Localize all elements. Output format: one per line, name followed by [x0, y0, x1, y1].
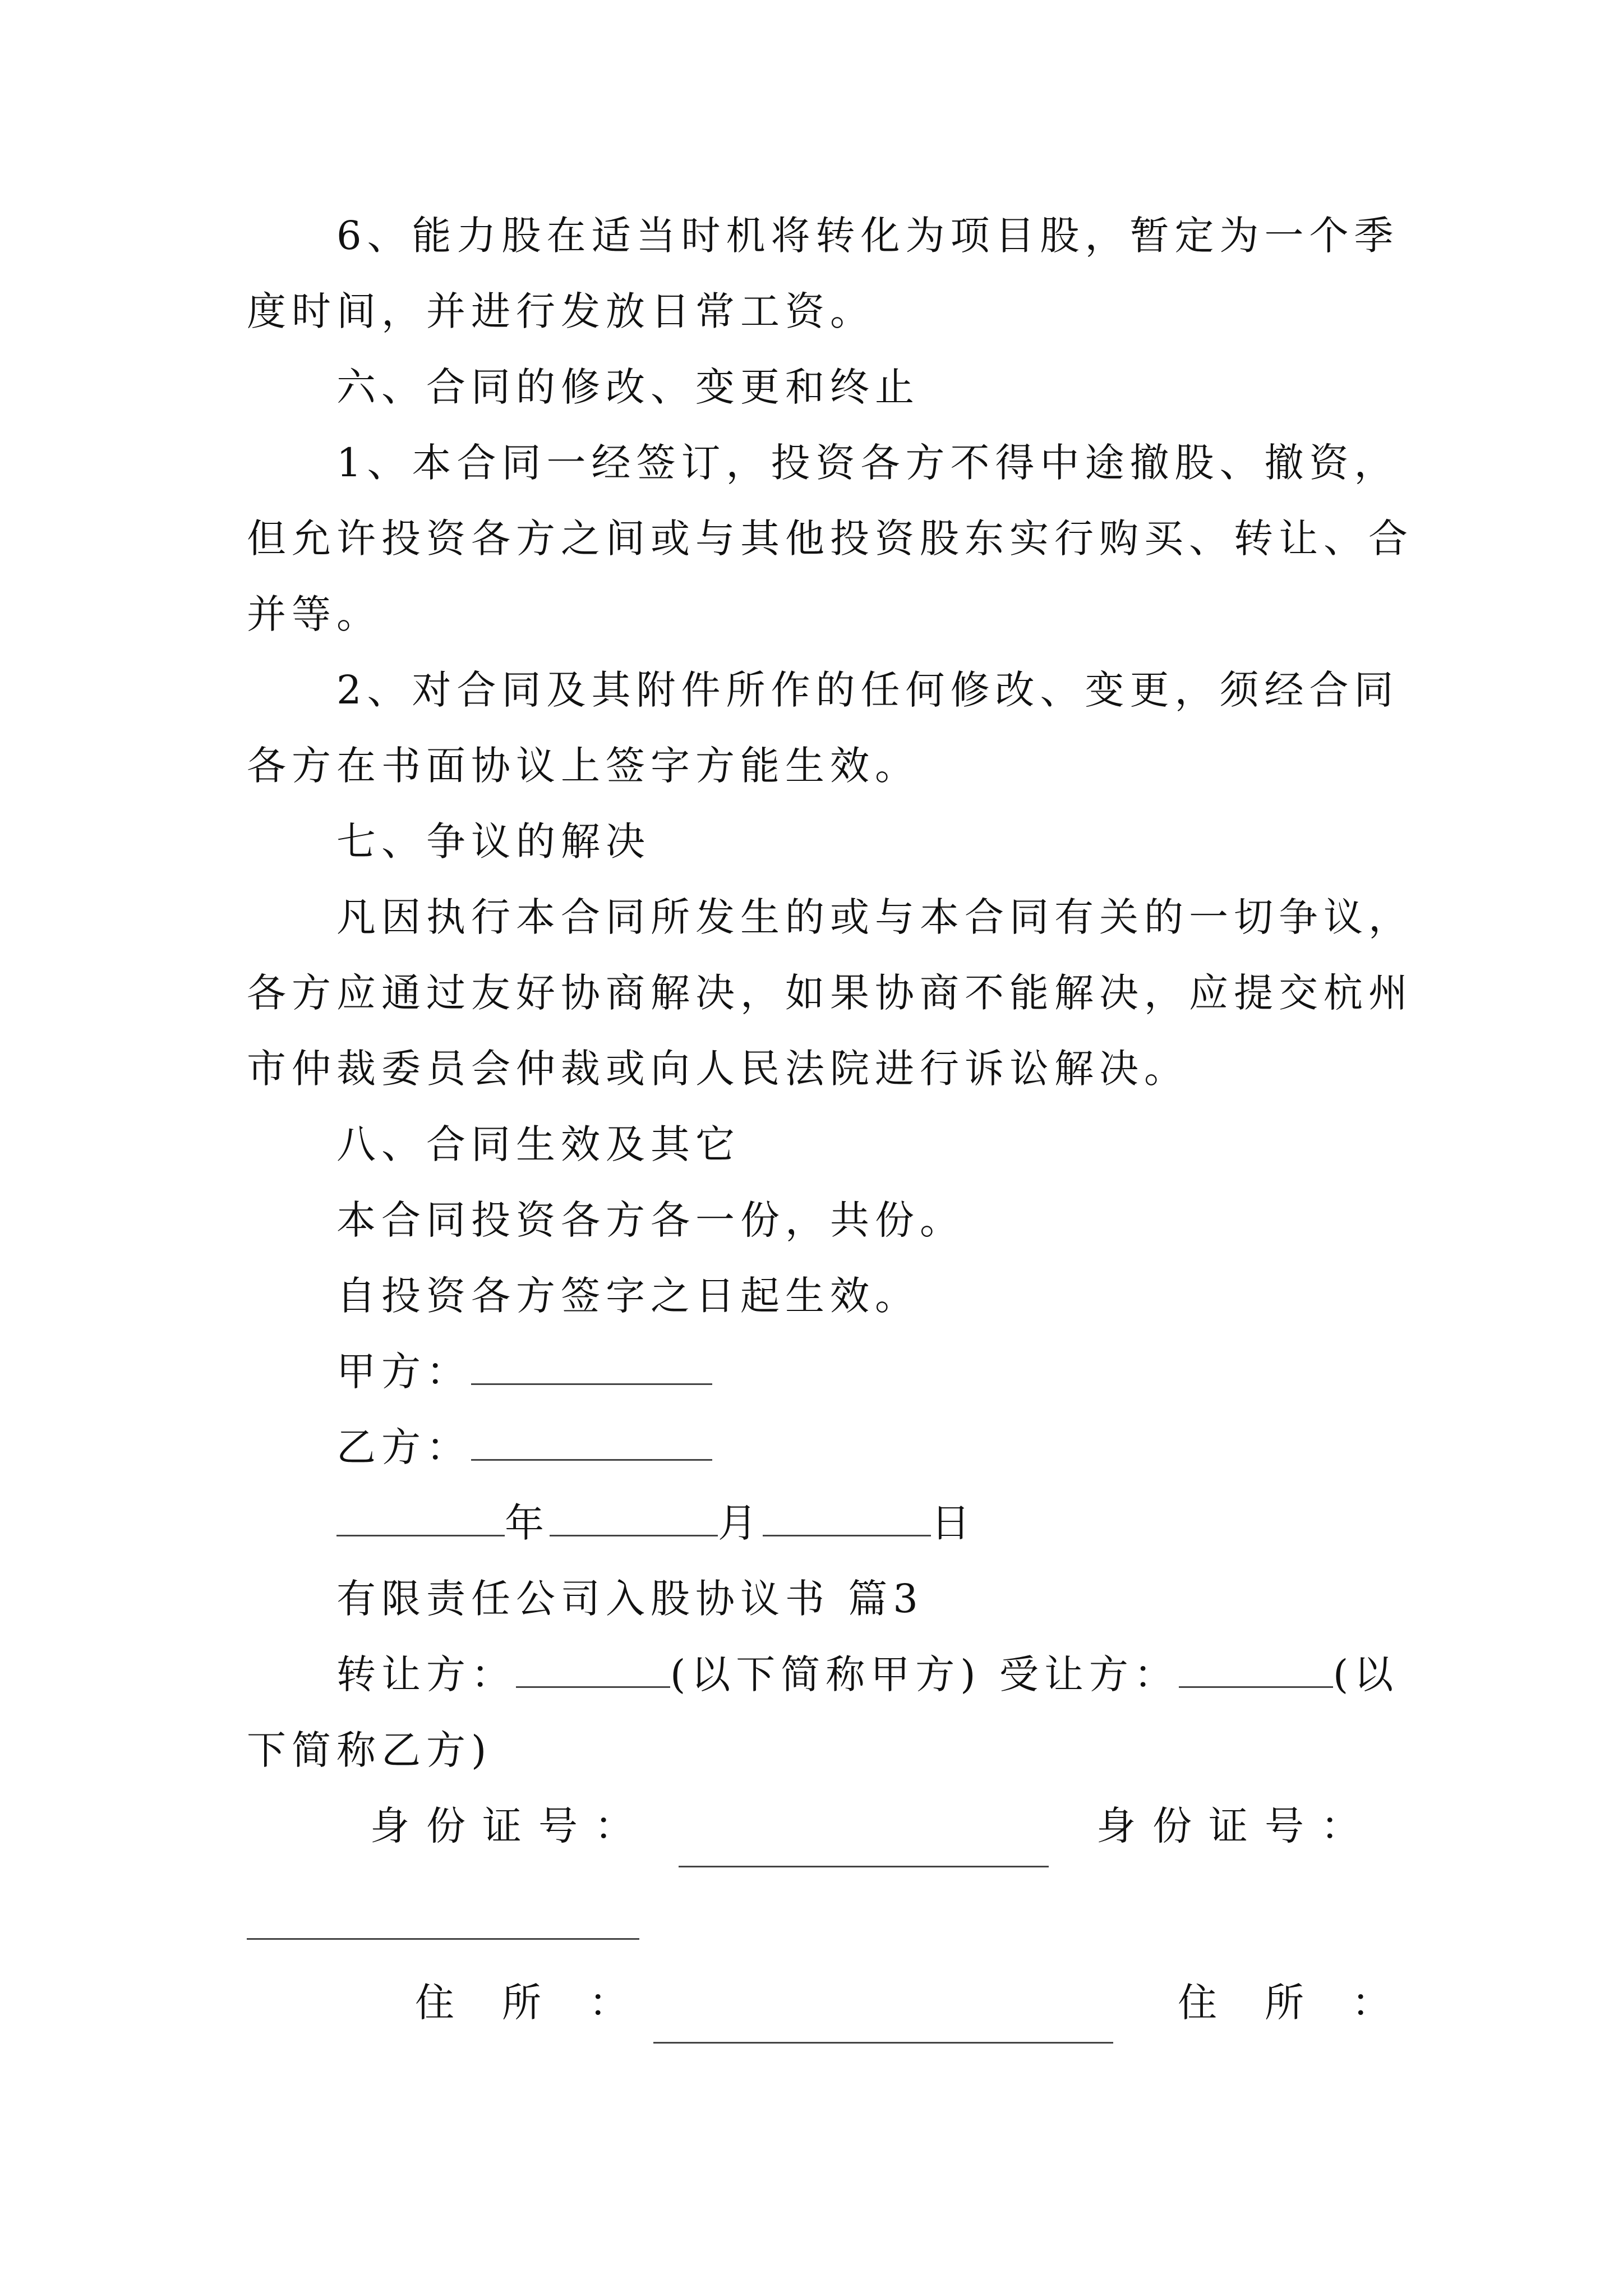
- paragraph-line: 并等。: [247, 591, 381, 637]
- transferor-label: 转让方：: [336, 1651, 516, 1697]
- id-label-right: 身份证号：: [1096, 1803, 1377, 1849]
- address-label-right: 住所：: [1178, 1980, 1438, 2026]
- party-a-blank: [471, 1349, 712, 1385]
- transferee-note-continued: 下简称乙方): [247, 1727, 492, 1773]
- transferee-blank: [1179, 1651, 1333, 1688]
- transferor-blank: [516, 1651, 670, 1688]
- paragraph-line: 2、对合同及其附件所作的任何修改、变更，须经合同: [336, 667, 1399, 713]
- paragraph-line: 各方在书面协议上签字方能生效。: [247, 743, 920, 789]
- address-left-blank: [653, 2042, 1113, 2044]
- paragraph-line: 6、能力股在适当时机将转化为项目股，暂定为一个季: [336, 213, 1399, 259]
- paragraph-line: 度时间，并进行发放日常工资。: [247, 288, 875, 334]
- id-label-left: 身份证号：: [370, 1803, 651, 1849]
- paragraph-line: 市仲裁委员会仲裁或向人民法院进行诉讼解决。: [247, 1046, 1189, 1092]
- year-blank: [336, 1500, 505, 1536]
- section-heading: 六、合同的修改、变更和终止: [336, 364, 920, 410]
- day-blank: [763, 1500, 931, 1536]
- party-b-signature-line: [336, 1419, 712, 1475]
- id-left-blank: [679, 1866, 1049, 1867]
- paragraph-line: 但允许投资各方之间或与其他投资股东实行购买、转让、合: [247, 516, 1413, 562]
- party-b-label: 乙方：: [336, 1424, 471, 1470]
- paragraph-line: 1、本合同一经签订，投资各方不得中途撤股、撤资，: [336, 440, 1399, 486]
- transferee-note: (以: [1332, 1651, 1399, 1697]
- year-label: 年: [505, 1500, 550, 1546]
- month-blank: [550, 1500, 718, 1536]
- transfer-parties-line: [336, 1646, 1399, 1703]
- paragraph-line: 凡因执行本合同所发生的或与本合同有关的一切争议，: [336, 894, 1413, 940]
- section-heading: 七、争议的解决: [336, 818, 651, 864]
- party-a-label: 甲方：: [336, 1349, 471, 1395]
- date-line: [336, 1495, 976, 1551]
- month-label: 月: [718, 1500, 763, 1546]
- section-heading: 八、合同生效及其它: [336, 1121, 740, 1167]
- transferor-note: (以下简称甲方): [670, 1651, 981, 1697]
- party-a-signature-line: [336, 1343, 712, 1400]
- section-title: 有限责任公司入股协议书 篇3: [336, 1576, 924, 1622]
- paragraph-line: 各方应通过友好协商解决，如果协商不能解决，应提交杭州: [247, 970, 1413, 1016]
- party-b-blank: [471, 1424, 712, 1461]
- paragraph-line: 本合同投资各方各一份，共份。: [336, 1197, 965, 1243]
- day-label: 日: [931, 1500, 976, 1546]
- transferee-label: 受让方：: [999, 1651, 1179, 1697]
- address-label-left: 住所：: [415, 1980, 676, 2026]
- paragraph-line: 自投资各方签字之日起生效。: [336, 1273, 920, 1319]
- id-right-blank: [247, 1938, 639, 1940]
